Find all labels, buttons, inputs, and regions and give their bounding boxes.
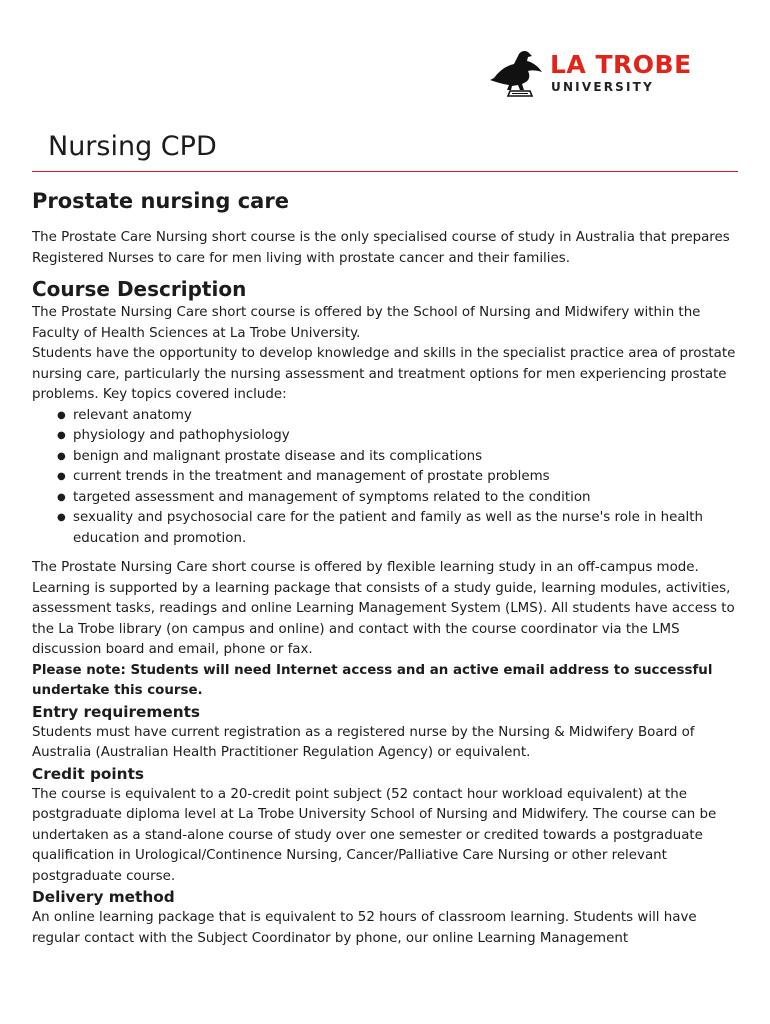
bullet-icon: ● xyxy=(57,450,66,462)
credit-points-text: The course is equivalent to a 20-credit point subject (52 contact hour workload equivalent) at the postgraduate diploma level at La Trobe University School of Nursing and Midwifery. The course can be undertaken as a stand-alone course of study over one semester or credited towards a postgraduate qualification in Urological/Continence Nursing, Cancer/Palliative Care Nursing or other relevant postgraduate course. xyxy=(32,786,717,884)
list-item xyxy=(57,426,742,447)
entry-requirements-text: Students must have current registration as a registered nurse by the Nursing & Midwifery Board of Australia (Australian Health Practitioner Regulation Agency) or equivalent. xyxy=(32,724,695,760)
la-trobe-logo xyxy=(486,48,706,100)
list-item-text: physiology and pathophysiology xyxy=(73,428,290,443)
list-item-text: benign and malignant prostate disease and its complications xyxy=(73,448,483,464)
topics-list xyxy=(32,406,742,550)
course-title: Prostate nursing care xyxy=(32,189,289,213)
intro-paragraph: The Prostate Care Nursing short course is the only specialised course of study in Australia that prepares Registered Nurses to care for men living with prostate cancer and their families. xyxy=(32,230,730,266)
page-title: Nursing CPD xyxy=(48,131,217,162)
eagle-emblem-icon xyxy=(486,48,546,100)
bullet-icon: ● xyxy=(57,430,66,441)
list-item xyxy=(57,447,742,468)
list-item-text: sexuality and psychosocial care for the patient and family as well as the nurse's role in health education and promotion. xyxy=(73,510,703,546)
bullet-icon: ● xyxy=(57,491,66,503)
brand-subname: UNIVERSITY xyxy=(551,80,654,94)
credit-points-heading: Credit points xyxy=(32,764,144,783)
description-paragraph-3: The Prostate Nursing Care short course is offered by flexible learning study in an off-campus mode. Learning is supported by a learning package that consists of a study guide, learning modules, activities, assessment tasks, readings and online Learning Management System (LMS). All students have access to the La Trobe library (on campus and online) and contact with the course coordinator via the LMS discussion board and email, phone or fax. xyxy=(32,560,735,657)
spacer xyxy=(32,549,742,558)
list-item-text: current trends in the treatment and management of prostate problems xyxy=(73,469,550,484)
bullet-icon: ● xyxy=(57,471,66,482)
list-item xyxy=(57,406,742,427)
internet-access-note: Please note: Students will need Internet access and an active email address to successful undertake this course. xyxy=(32,662,713,698)
delivery-method-text: An online learning package that is equivalent to 52 hours of classroom learning. Students will have regular contact with the Subject Coordinator by phone, our online Learning Management xyxy=(32,910,697,946)
entry-requirements-heading: Entry requirements xyxy=(32,702,201,721)
list-item-text: targeted assessment and management of symptoms related to the condition xyxy=(73,489,591,505)
list-item xyxy=(57,467,742,488)
list-item-text: relevant anatomy xyxy=(73,407,192,423)
brand-name: LA TROBE xyxy=(550,50,692,79)
description-paragraph-1: The Prostate Nursing Care short course is offered by the School of Nursing and Midwifery within the Faculty of Health Sciences at La Trobe University. xyxy=(32,305,701,341)
bullet-icon: ● xyxy=(57,409,66,421)
course-description-heading: Course Description xyxy=(32,277,247,301)
bullet-icon: ● xyxy=(57,512,66,523)
document-body xyxy=(32,186,742,949)
title-divider xyxy=(32,171,738,172)
list-item xyxy=(57,508,742,549)
description-paragraph-2: Students have the opportunity to develop knowledge and skills in the specialist practice area of prostate nursing care, particularly the nursing assessment and treatment options for men experiencing prostate problems. Key topics covered include: xyxy=(32,346,736,402)
delivery-method-heading: Delivery method xyxy=(32,888,175,906)
list-item xyxy=(57,488,742,509)
